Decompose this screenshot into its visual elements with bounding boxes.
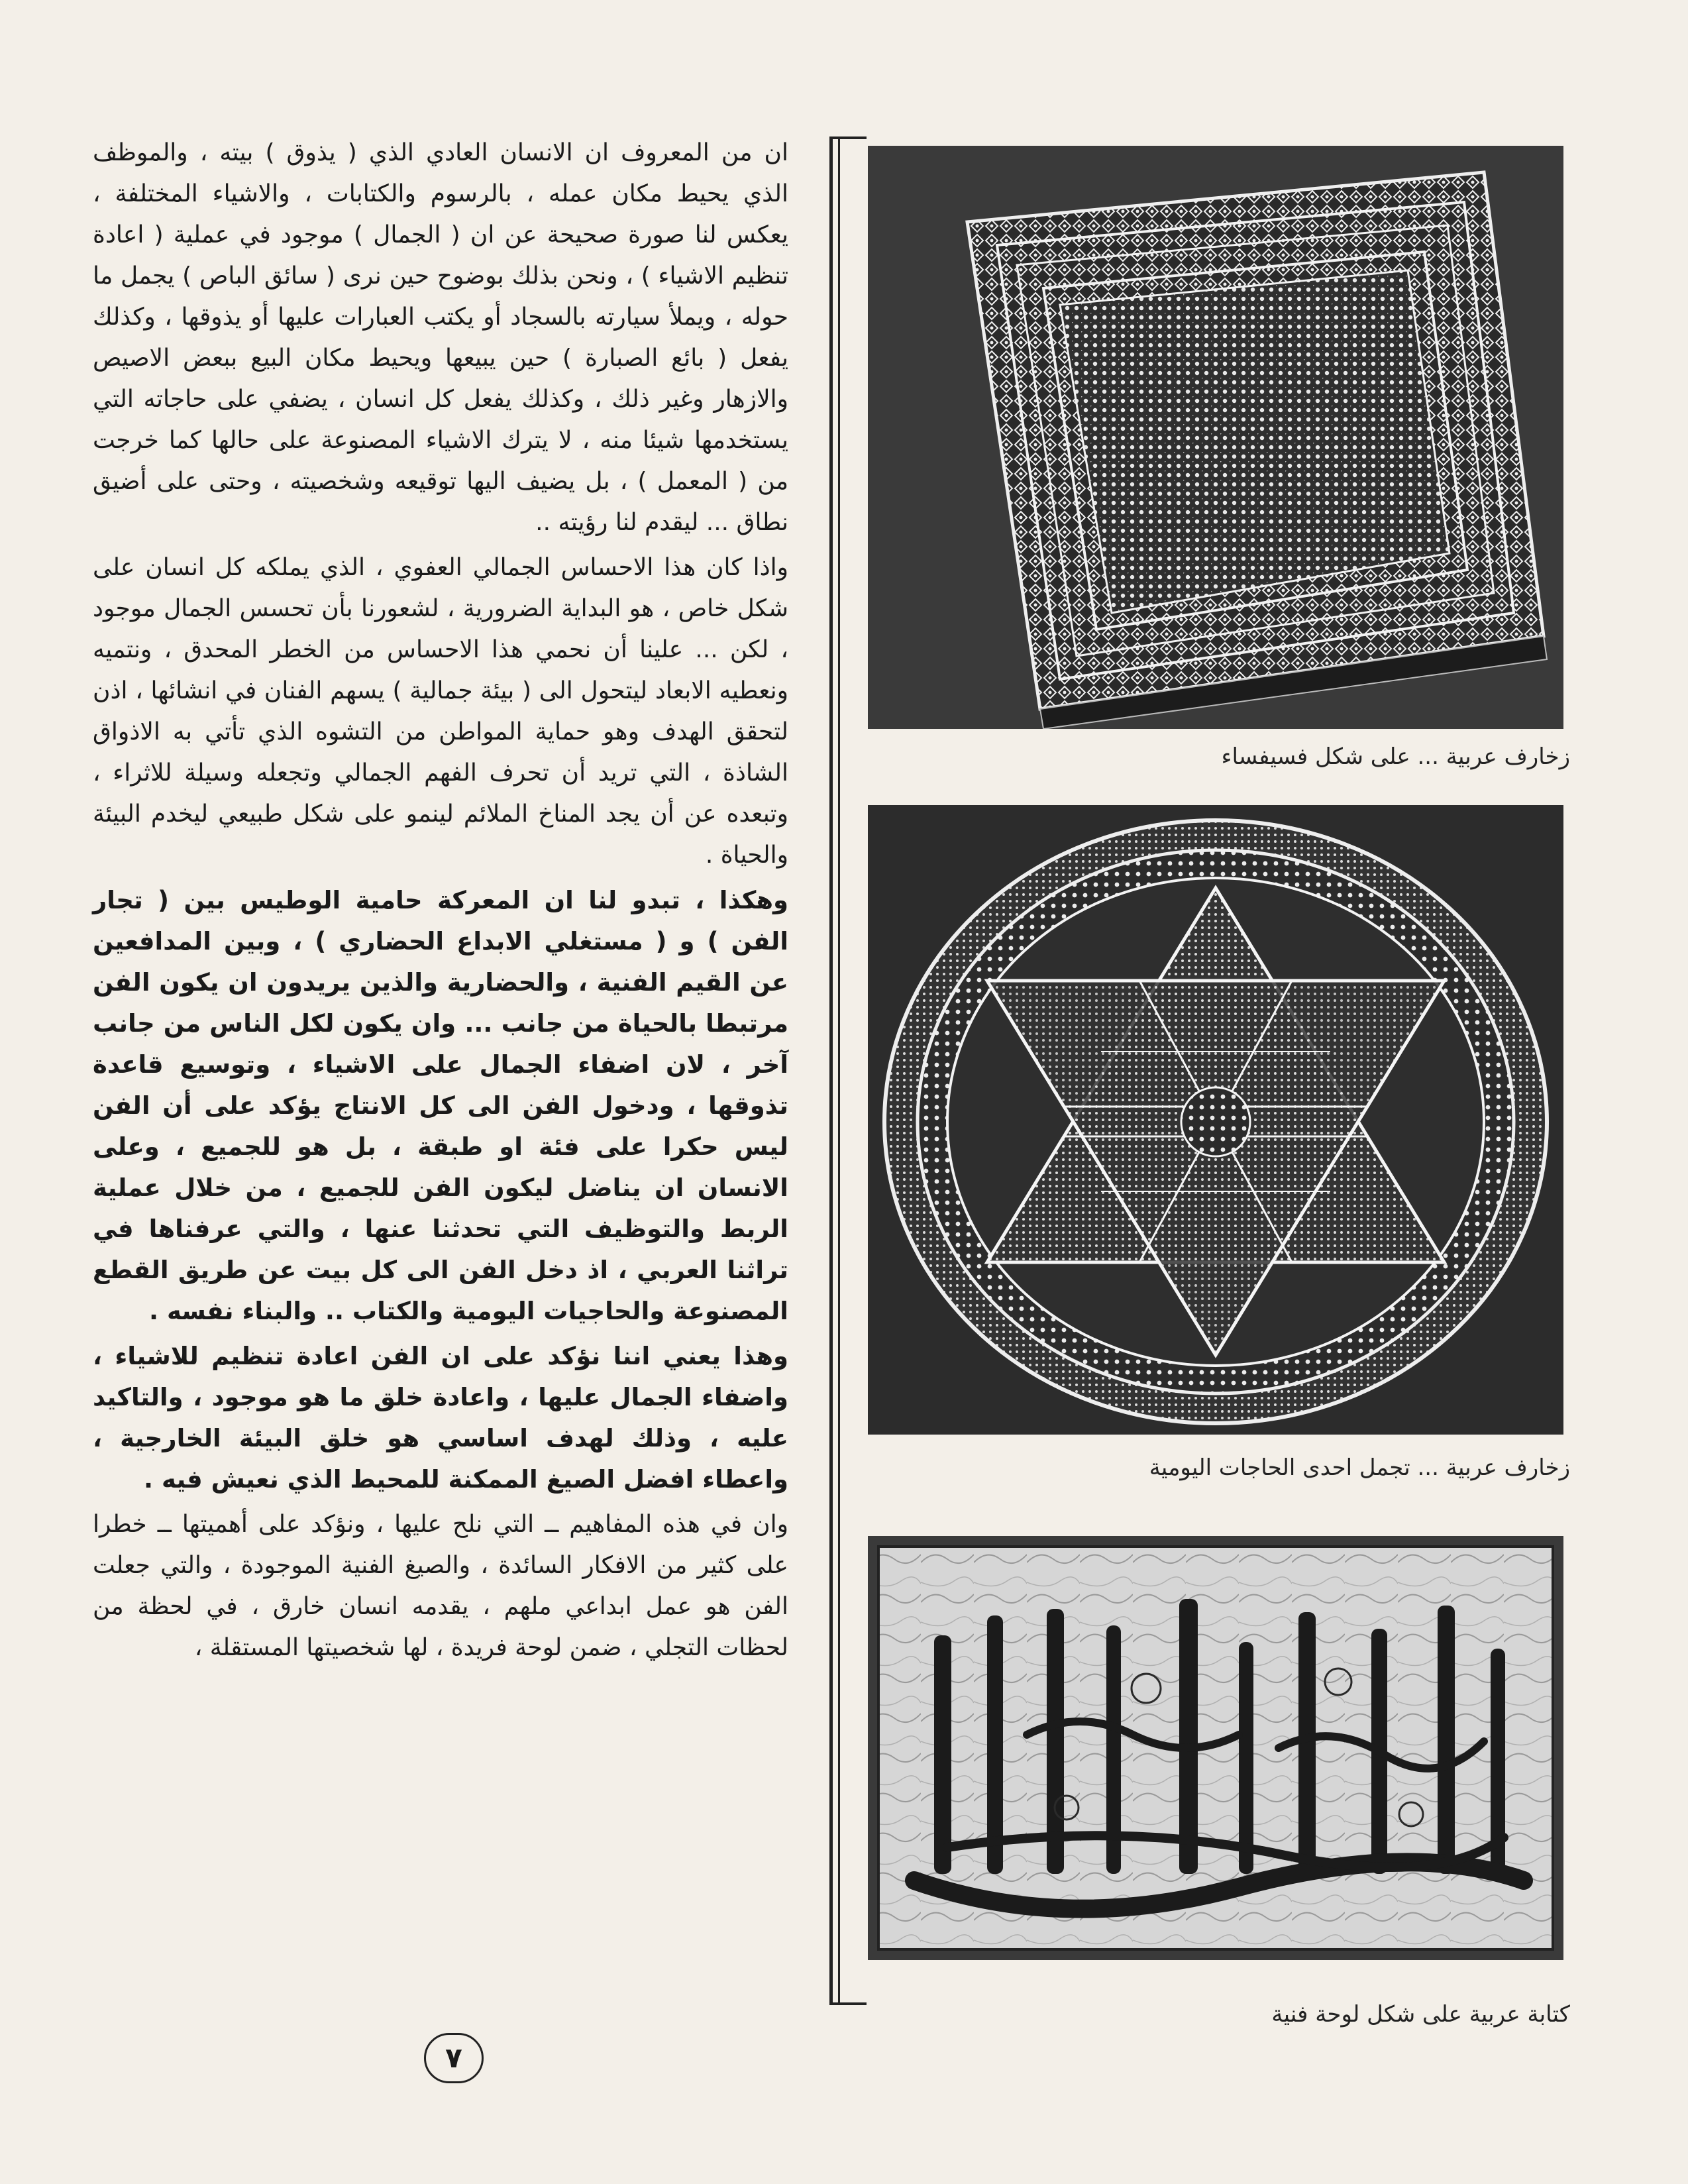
article-column	[93, 133, 788, 1668]
round-tray-illustration	[868, 805, 1563, 1435]
article-paragraph-3: وهكذا ، تبدو لنا ان المعركة حامية الوطيس بين ( تجار الفن ) و ( مستغلي الابداع الحضاري ) ، وبين المدافعين عن القيم الفنية ، والحضارية والذين يريدون ان يكون الفن مرتبطا بالحياة من جانب ... وان يكون لكل الناس من جانب آخر ، لان اضفاء الجمال على الاشياء ، وتوسيع قاعدة تذوقها ، ودخول الفن الى كل الانتاج يؤكد على أن الفن ليس حكرا على فئة او طبقة ، بل هو للجميع ، وعلى الانسان ان يناضل ليكون الفن للجميع ، من خلال عملية الربط والتوظيف التي تحدثنا عنها ، والتي عرفناها في تراثنا العربي ، اذ دخل الفن الى كل بيت عن طريق القطع المصنوعة والحاجيات اليومية والكتاب .. والبناء نفسه .	[93, 886, 788, 1325]
calligraphy-panel-illustration	[868, 1536, 1563, 1960]
article-paragraph-4: وهذا يعني اننا نؤكد على ان الفن اعادة تنظيم للاشياء ، واضفاء الجمال عليها ، واعادة خلق ما هو موجود ، والتاكيد عليه ، وذلك لهدف اساسي هو خلق البيئة الخارجية ، واعطاء افضل الصيغ الممكنة للمحيط الذي نعيش فيه .	[93, 1342, 788, 1494]
caption-round-tray: زخارف عربية ... تجمل احدى الحاجات اليومية	[1149, 1454, 1570, 1481]
article-paragraph-2: واذا كان هذا الاحساس الجمالي العفوي ، الذي يملكه كل انسان على شكل خاص ، هو البداية الضرورية ، لشعورنا بأن تحسس الجمال موجود ، لكن ... علينا أن نحمي هذا الاحساس من الخطر المحدق ، ونتميه ونعطيه الابعاد ليتحول الى ( بيئة جمالية ) يسهم الفنان في انشائها ، اذن لتحقق الهدف وهو حماية المواطن من التشوه الذي تأتي به الاذواق الشاذة ، التي تريد أن تحرف الفهم الجمالي وتجعله وسيلة للاثراء ، وتبعده عن أن يجد المناخ الملائم لينمو على شكل طبيعي ليخدم البيئة والحياة .	[93, 554, 788, 869]
column-divider-bottom-cap	[829, 2002, 867, 2005]
photo-calligraphy-panel	[868, 1536, 1563, 1960]
photo-round-tray	[868, 805, 1563, 1435]
column-divider-top-cap	[829, 136, 867, 139]
mosaic-box-illustration	[868, 146, 1563, 729]
photo-mosaic-box	[868, 146, 1563, 729]
article-paragraph-1: ان من المعروف ان الانسان العادي الذي ( يذوق ) بيته ، والموظف الذي يحيط مكان عمله ، بالرسوم والكتابات ، والاشياء المختلفة ، يعكس لنا صورة صحيحة عن ان ( الجمال ) موجود في عملية ( اعادة تنظيم الاشياء ) ، ونحن بذلك بوضوح حين نرى ( سائق الباص ) يجمل ما حوله ، ويملأ سيارته بالسجاد أو يكتب العبارات عليها أو يذوقها ، وكذلك يفعل ( بائع الصبارة ) حين يبيعها ويحيط مكان البيع ببعض الاصيص والازهار وغير ذلك ، وكذلك يفعل كل انسان ، يضفي على حاجاته التي يستخدمها شيئا منه ، لا يترك الاشياء المصنوعة على حالها كما خرجت من ( المعمل ) ، بل يضيف اليها توقيعه وشخصيته ، وحتى على أضيق نطاق ... ليقدم لنا رؤيته ..	[93, 139, 788, 536]
column-divider	[829, 136, 840, 2005]
article-paragraph-5: وان في هذه المفاهيم ــ التي نلح عليها ، ونؤكد على أهميتها ــ خطرا على كثير من الافكار السائدة ، والصيغ الفنية الموجودة ، والتي جعلت الفن هو عمل ابداعي ملهم ، يقدمه انسان خارق ، في لحظة من لحظات التجلي ، ضمن لوحة فريدة ، لها شخصيتها المستقلة ،	[93, 1511, 788, 1661]
caption-mosaic-box: زخارف عربية ... على شكل فسيفساء	[1221, 743, 1570, 770]
caption-calligraphy-panel: كتابة عربية على شكل لوحة فنية	[1271, 2001, 1570, 2028]
page-number: ٧	[424, 2033, 484, 2083]
